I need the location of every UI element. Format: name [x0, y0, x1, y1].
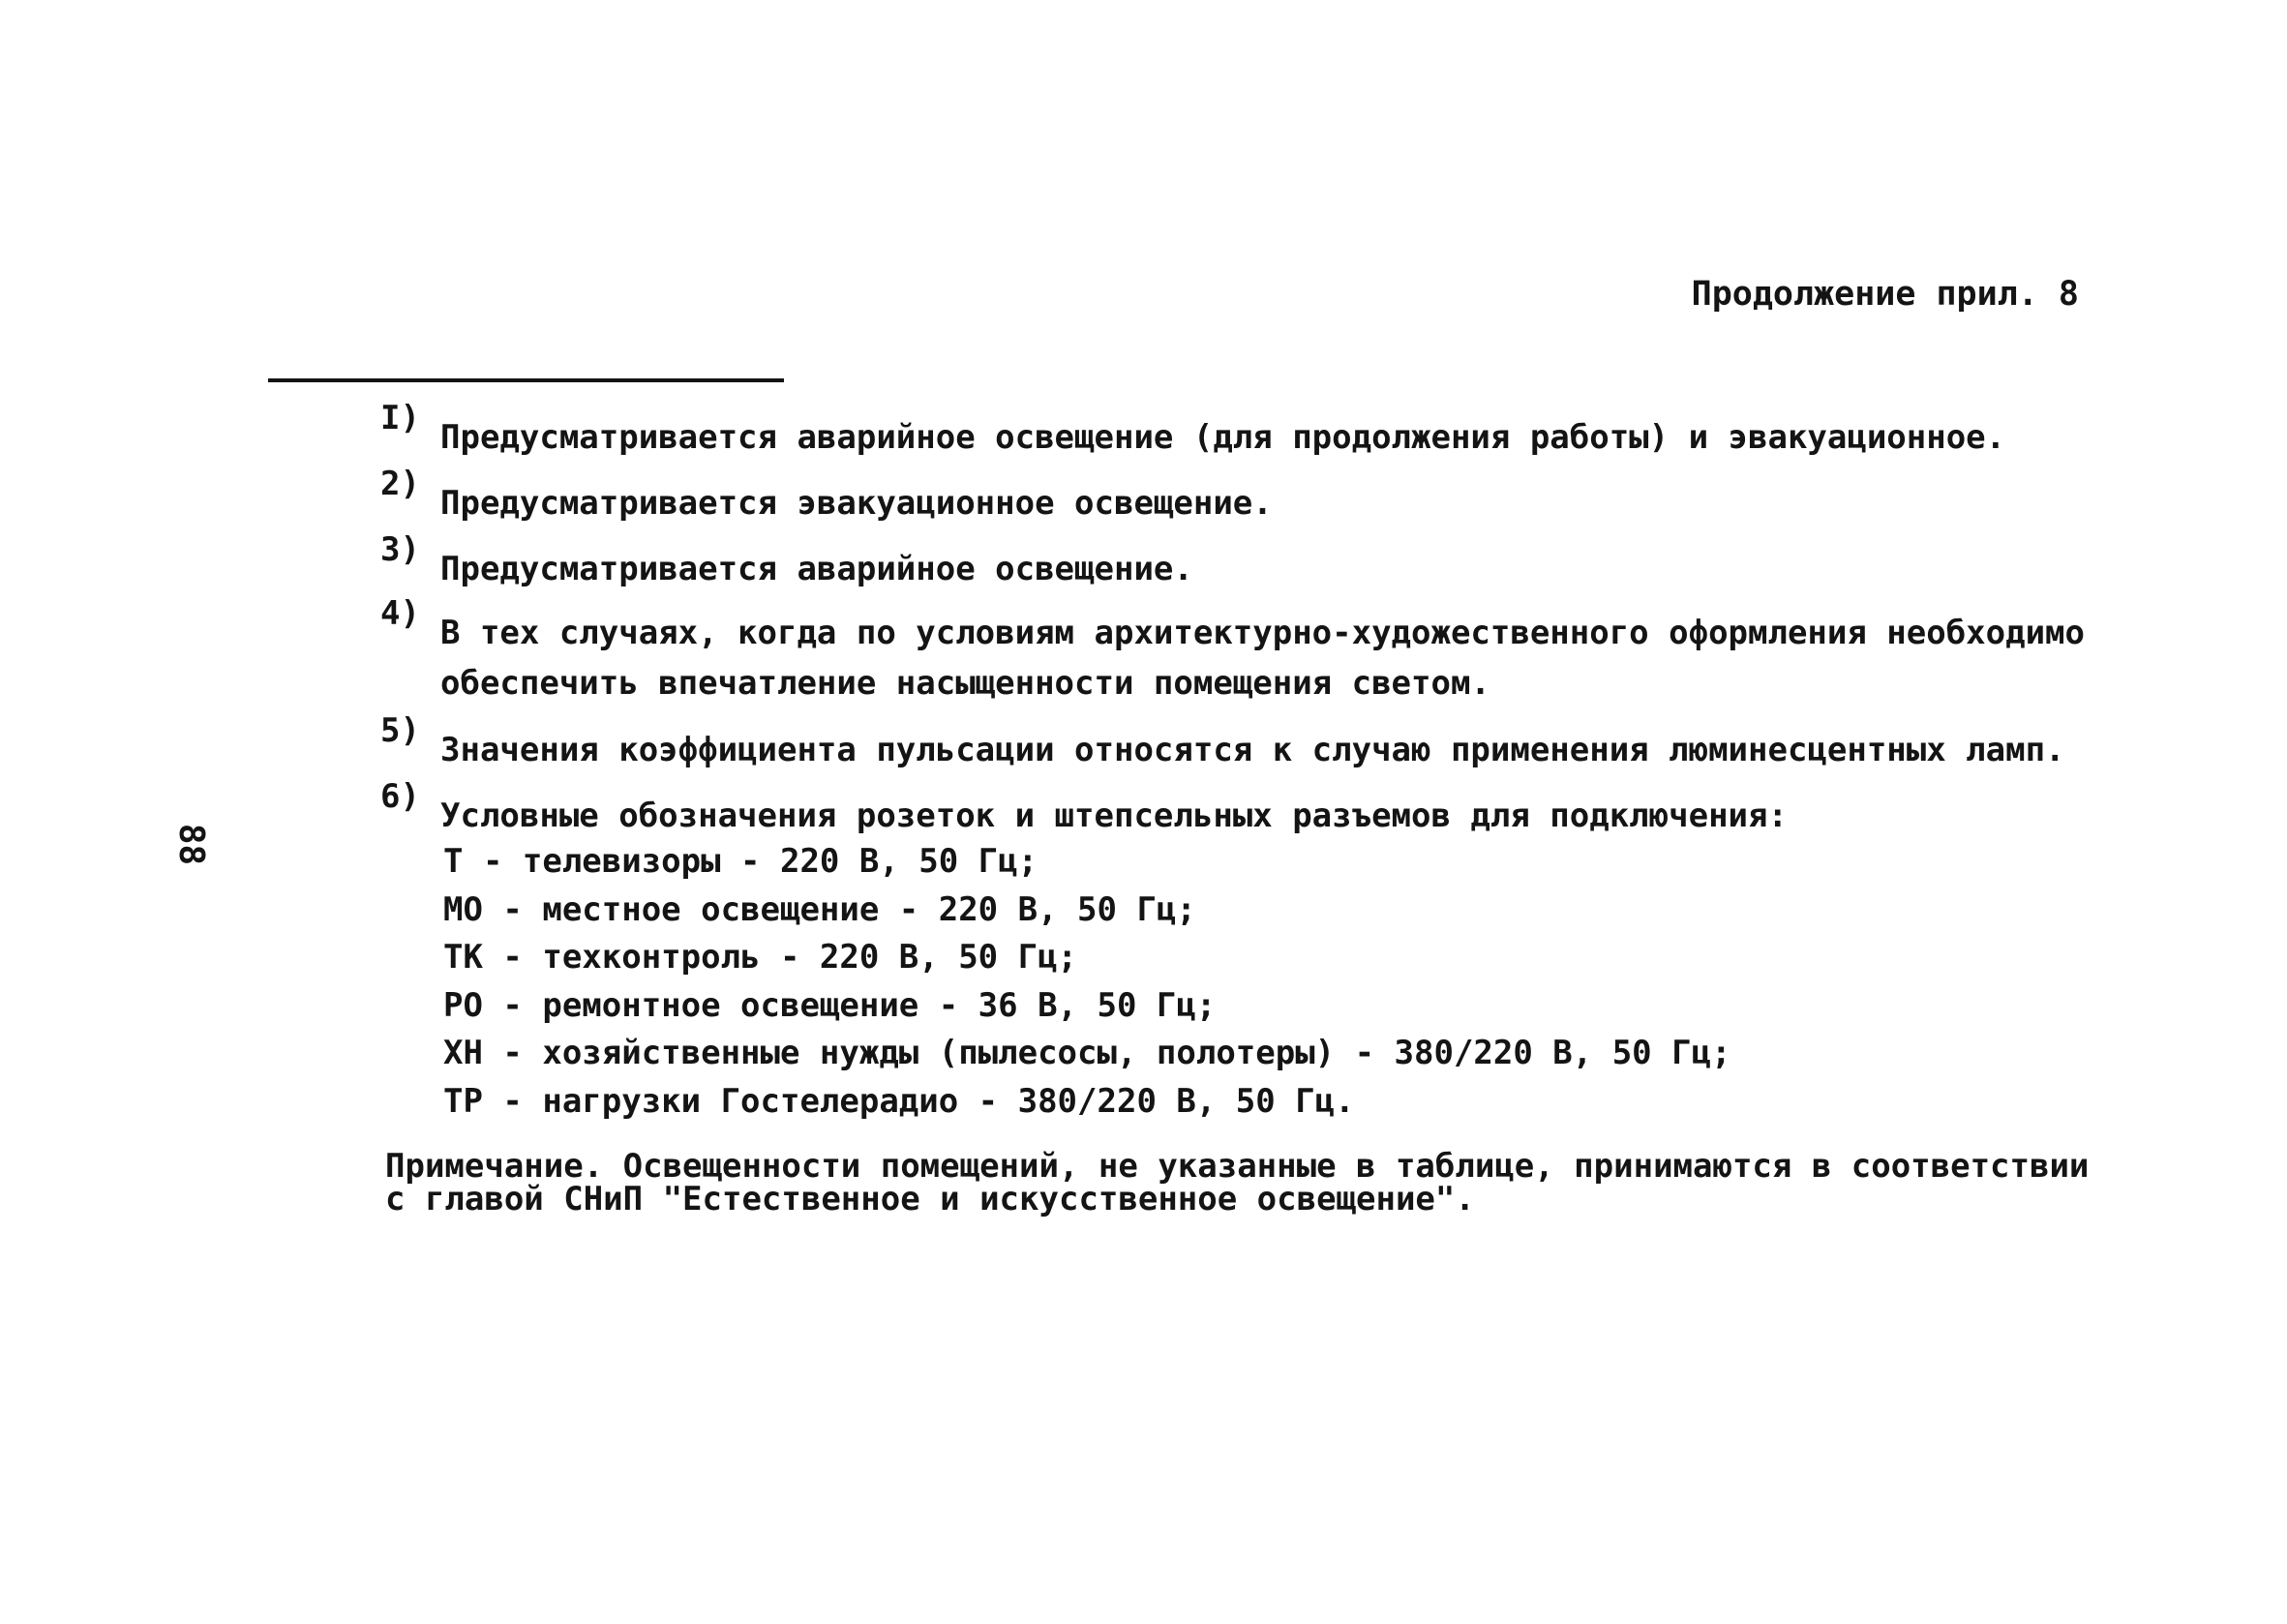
socket-designation-list [443, 838, 1731, 1126]
footnote-text [440, 608, 2085, 708]
footnote-line: обеспечить впечатление насыщенности помещения светом. [440, 664, 1490, 703]
footnote-mark: 6) [380, 777, 420, 816]
footnote-line: В тех случаях, когда по условиям архитектурно-художественного оформления необходимо [440, 614, 2085, 652]
socket-designation-item: МО - местное освещение - 220 В, 50 Гц; [443, 889, 1196, 929]
footnote-line: Предусматривается эвакуационное освещение. [440, 484, 1273, 523]
footnote-text [440, 544, 1193, 594]
footnote-mark: 2) [380, 465, 420, 503]
side-page-number: 88 [171, 823, 212, 866]
footnote-text [440, 412, 2005, 463]
footnote-mark: 5) [380, 711, 420, 750]
note-block [385, 1147, 2090, 1218]
footnote-mark: 3) [380, 530, 420, 569]
footnote-text [440, 478, 1273, 528]
footnote-mark: I) [380, 399, 420, 437]
socket-designation-item: РО - ремонтное освещение - 36 В, 50 Гц; [443, 985, 1217, 1025]
footnote-text [440, 791, 1788, 841]
socket-designation-item: Т - телевизоры - 220 В, 50 Гц; [443, 842, 1038, 881]
footnote-line: Предусматривается аварийное освещение (для продолжения работы) и эвакуационное. [440, 418, 2006, 457]
note-line: с главой СНиП "Естественное и искусственное освещение". [385, 1180, 1475, 1218]
footnote-mark: 4) [380, 594, 420, 633]
footnote-text [440, 725, 2065, 775]
footnote-separator-rule [268, 378, 784, 382]
appendix-continuation-label: Продолжение прил. 8 [1691, 275, 2079, 314]
socket-designation-item: ТР - нагрузки Гостелерадио - 380/220 В, 50 Гц. [443, 1081, 1355, 1121]
footnote-line: Предусматривается аварийное освещение. [440, 550, 1193, 588]
footnote-line: Условные обозначения розеток и штепсельных разъемов для подключения: [440, 797, 1788, 835]
footnote-line: Значения коэффициента пульсации относятся к случаю применения люминесцентных ламп. [440, 731, 2065, 769]
socket-designation-item: ХН - хозяйственные нужды (пылесосы, полотеры) - 380/220 В, 50 Гц; [443, 1034, 1731, 1072]
socket-designation-item: ТК - техконтроль - 220 В, 50 Гц; [443, 938, 1078, 977]
note-line: Примечание. Освещенности помещений, не указанные в таблице, принимаются в соответствии [385, 1147, 2090, 1186]
